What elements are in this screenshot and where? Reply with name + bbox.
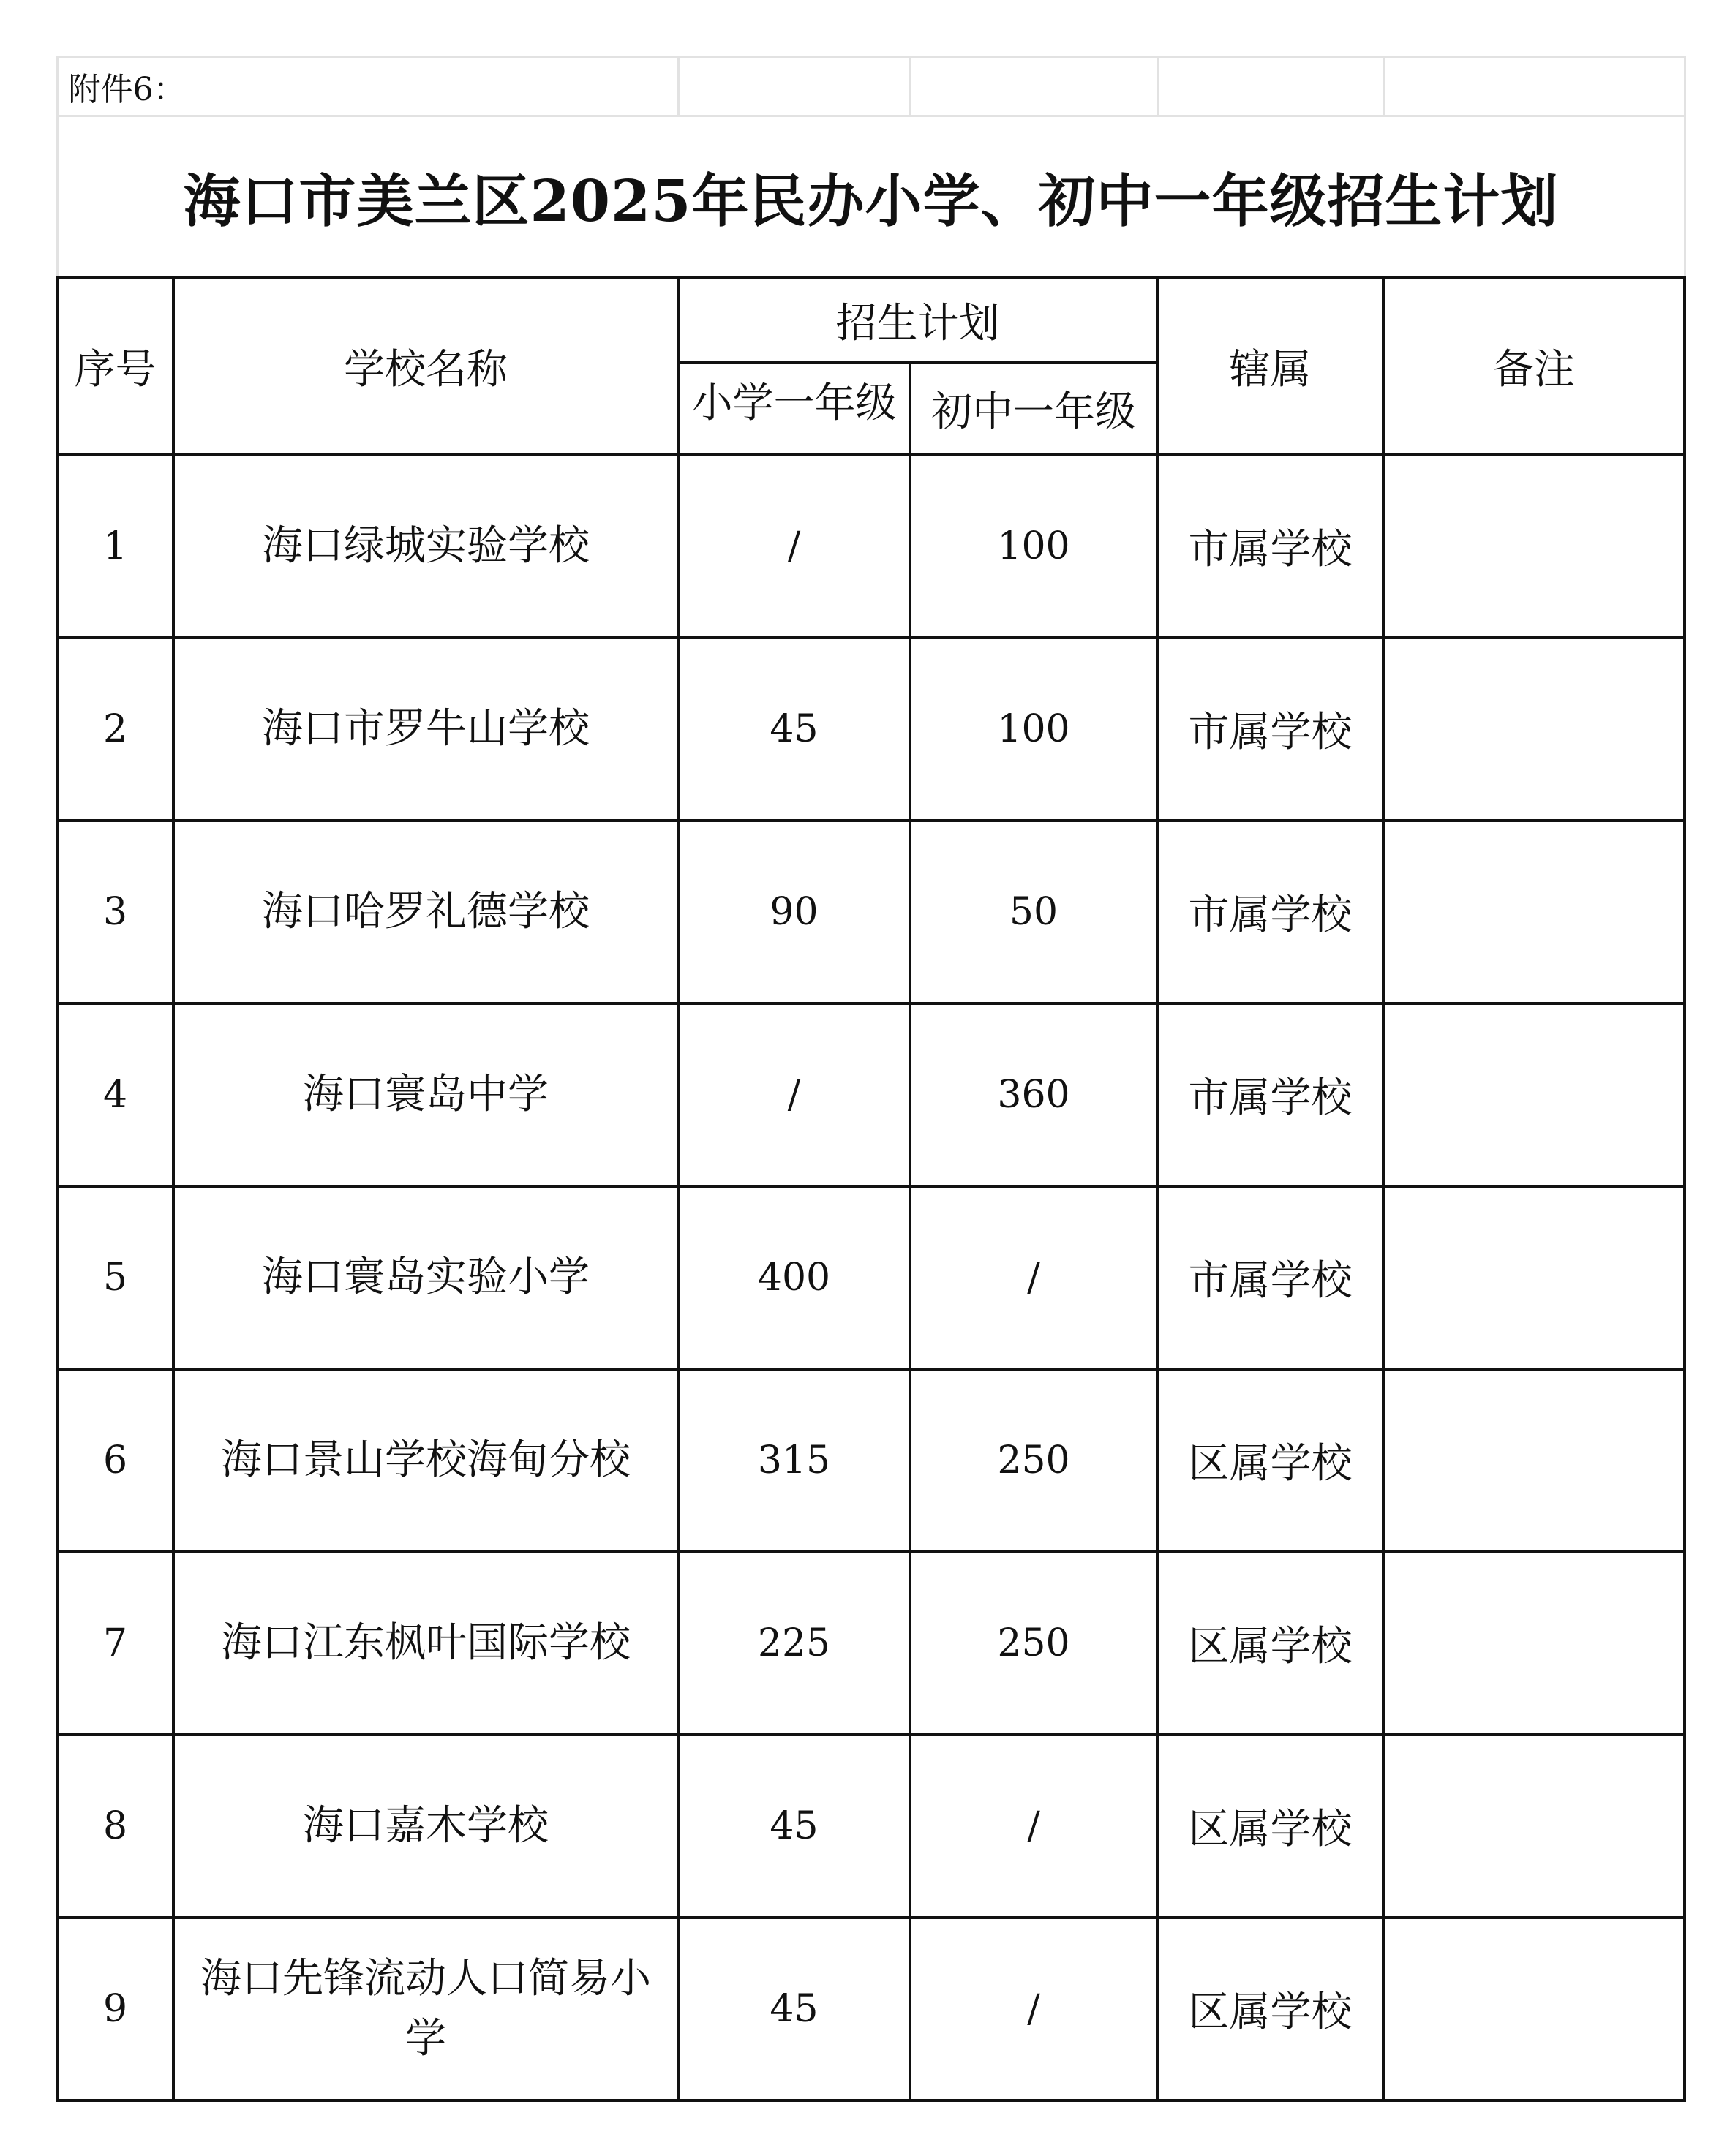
cell-school-name[interactable]: 海口嘉木学校 <box>173 1735 678 1918</box>
cell-junior-grade1[interactable]: 250 <box>910 1552 1157 1735</box>
table-row <box>57 638 1685 821</box>
cell-affiliation[interactable]: 市属学校 <box>1157 455 1383 638</box>
cell-school-name[interactable]: 海口先锋流动人口简易小学 <box>173 1918 678 2100</box>
cell-affiliation[interactable]: 市属学校 <box>1157 638 1383 821</box>
cell-school-name[interactable]: 海口寰岛实验小学 <box>173 1186 678 1369</box>
attachment-label[interactable]: 附件6： <box>57 57 678 116</box>
cell-primary-grade1[interactable]: 90 <box>678 821 910 1003</box>
cell-remarks[interactable] <box>1383 455 1685 638</box>
cell-primary-grade1[interactable]: 45 <box>678 1918 910 2100</box>
cell-school-name[interactable]: 海口景山学校海甸分校 <box>173 1369 678 1552</box>
cell-school-name[interactable]: 海口哈罗礼德学校 <box>173 821 678 1003</box>
cell-junior-grade1[interactable]: 100 <box>910 638 1157 821</box>
cell-seq[interactable]: 7 <box>57 1552 173 1735</box>
cell-junior-grade1[interactable]: 360 <box>910 1003 1157 1186</box>
cell-junior-grade1[interactable]: 50 <box>910 821 1157 1003</box>
cell-school-name[interactable]: 海口绿城实验学校 <box>173 455 678 638</box>
cell-remarks[interactable] <box>1383 1918 1685 2100</box>
table-row <box>57 1918 1685 2100</box>
table-body <box>57 455 1685 2100</box>
header-junior-grade1[interactable]: 初中一年级 <box>910 363 1157 455</box>
cell-primary-grade1[interactable]: / <box>678 455 910 638</box>
cell-remarks[interactable] <box>1383 1186 1685 1369</box>
spreadsheet-sheet <box>56 56 1683 2102</box>
cell-school-name[interactable]: 海口市罗牛山学校 <box>173 638 678 821</box>
header-remarks[interactable]: 备注 <box>1383 278 1685 455</box>
cell-seq[interactable]: 1 <box>57 455 173 638</box>
attachment-row <box>57 57 1685 116</box>
cell-junior-grade1[interactable]: / <box>910 1735 1157 1918</box>
cell-affiliation[interactable]: 区属学校 <box>1157 1552 1383 1735</box>
cell-primary-grade1[interactable]: 45 <box>678 638 910 821</box>
cell-seq[interactable]: 2 <box>57 638 173 821</box>
table-row <box>57 1369 1685 1552</box>
cell-seq[interactable]: 6 <box>57 1369 173 1552</box>
header-primary-grade1[interactable] <box>678 363 910 455</box>
cell-affiliation[interactable]: 区属学校 <box>1157 1735 1383 1918</box>
table-row <box>57 1186 1685 1369</box>
title-row <box>57 116 1685 279</box>
header-affiliation[interactable]: 辖属 <box>1157 278 1383 455</box>
cell-junior-grade1[interactable]: 100 <box>910 455 1157 638</box>
table-row <box>57 1552 1685 1735</box>
cell-remarks[interactable] <box>1383 821 1685 1003</box>
empty-cell[interactable] <box>1383 57 1685 116</box>
cell-junior-grade1[interactable]: 250 <box>910 1369 1157 1552</box>
cell-primary-grade1[interactable]: 315 <box>678 1369 910 1552</box>
cell-seq[interactable]: 8 <box>57 1735 173 1918</box>
cell-primary-grade1[interactable]: 45 <box>678 1735 910 1918</box>
cell-remarks[interactable] <box>1383 1735 1685 1918</box>
table-row <box>57 1003 1685 1186</box>
empty-cell[interactable] <box>678 57 910 116</box>
cell-affiliation[interactable]: 市属学校 <box>1157 1003 1383 1186</box>
cell-school-name[interactable]: 海口江东枫叶国际学校 <box>173 1552 678 1735</box>
enrollment-plan-table <box>56 56 1686 2102</box>
cell-primary-grade1[interactable]: / <box>678 1003 910 1186</box>
header-seq[interactable]: 序号 <box>57 278 173 455</box>
cell-school-name[interactable]: 海口寰岛中学 <box>173 1003 678 1186</box>
table-row <box>57 821 1685 1003</box>
cell-affiliation[interactable]: 区属学校 <box>1157 1369 1383 1552</box>
table-row <box>57 1735 1685 1918</box>
cell-affiliation[interactable]: 市属学校 <box>1157 1186 1383 1369</box>
empty-cell[interactable] <box>910 57 1157 116</box>
cell-remarks[interactable] <box>1383 1552 1685 1735</box>
cell-seq[interactable]: 3 <box>57 821 173 1003</box>
cell-remarks[interactable] <box>1383 1003 1685 1186</box>
cell-seq[interactable]: 9 <box>57 1918 173 2100</box>
cell-remarks[interactable] <box>1383 638 1685 821</box>
cell-affiliation[interactable]: 市属学校 <box>1157 821 1383 1003</box>
cell-primary-grade1[interactable]: 400 <box>678 1186 910 1369</box>
header-school-name[interactable]: 学校名称 <box>173 278 678 455</box>
document-title[interactable]: 海口市美兰区2025年民办小学、初中一年级招生计划 <box>57 116 1685 279</box>
cell-remarks[interactable] <box>1383 1369 1685 1552</box>
header-plan-group[interactable]: 招生计划 <box>678 278 1157 363</box>
cell-seq[interactable]: 5 <box>57 1186 173 1369</box>
cell-junior-grade1[interactable]: / <box>910 1918 1157 2100</box>
header-primary-grade1-text: 小学一年级 <box>691 380 897 427</box>
header-row-1 <box>57 278 1685 363</box>
cell-primary-grade1[interactable]: 225 <box>678 1552 910 1735</box>
table-row <box>57 455 1685 638</box>
cell-junior-grade1[interactable]: / <box>910 1186 1157 1369</box>
cell-seq[interactable]: 4 <box>57 1003 173 1186</box>
cell-affiliation[interactable]: 区属学校 <box>1157 1918 1383 2100</box>
empty-cell[interactable] <box>1157 57 1383 116</box>
